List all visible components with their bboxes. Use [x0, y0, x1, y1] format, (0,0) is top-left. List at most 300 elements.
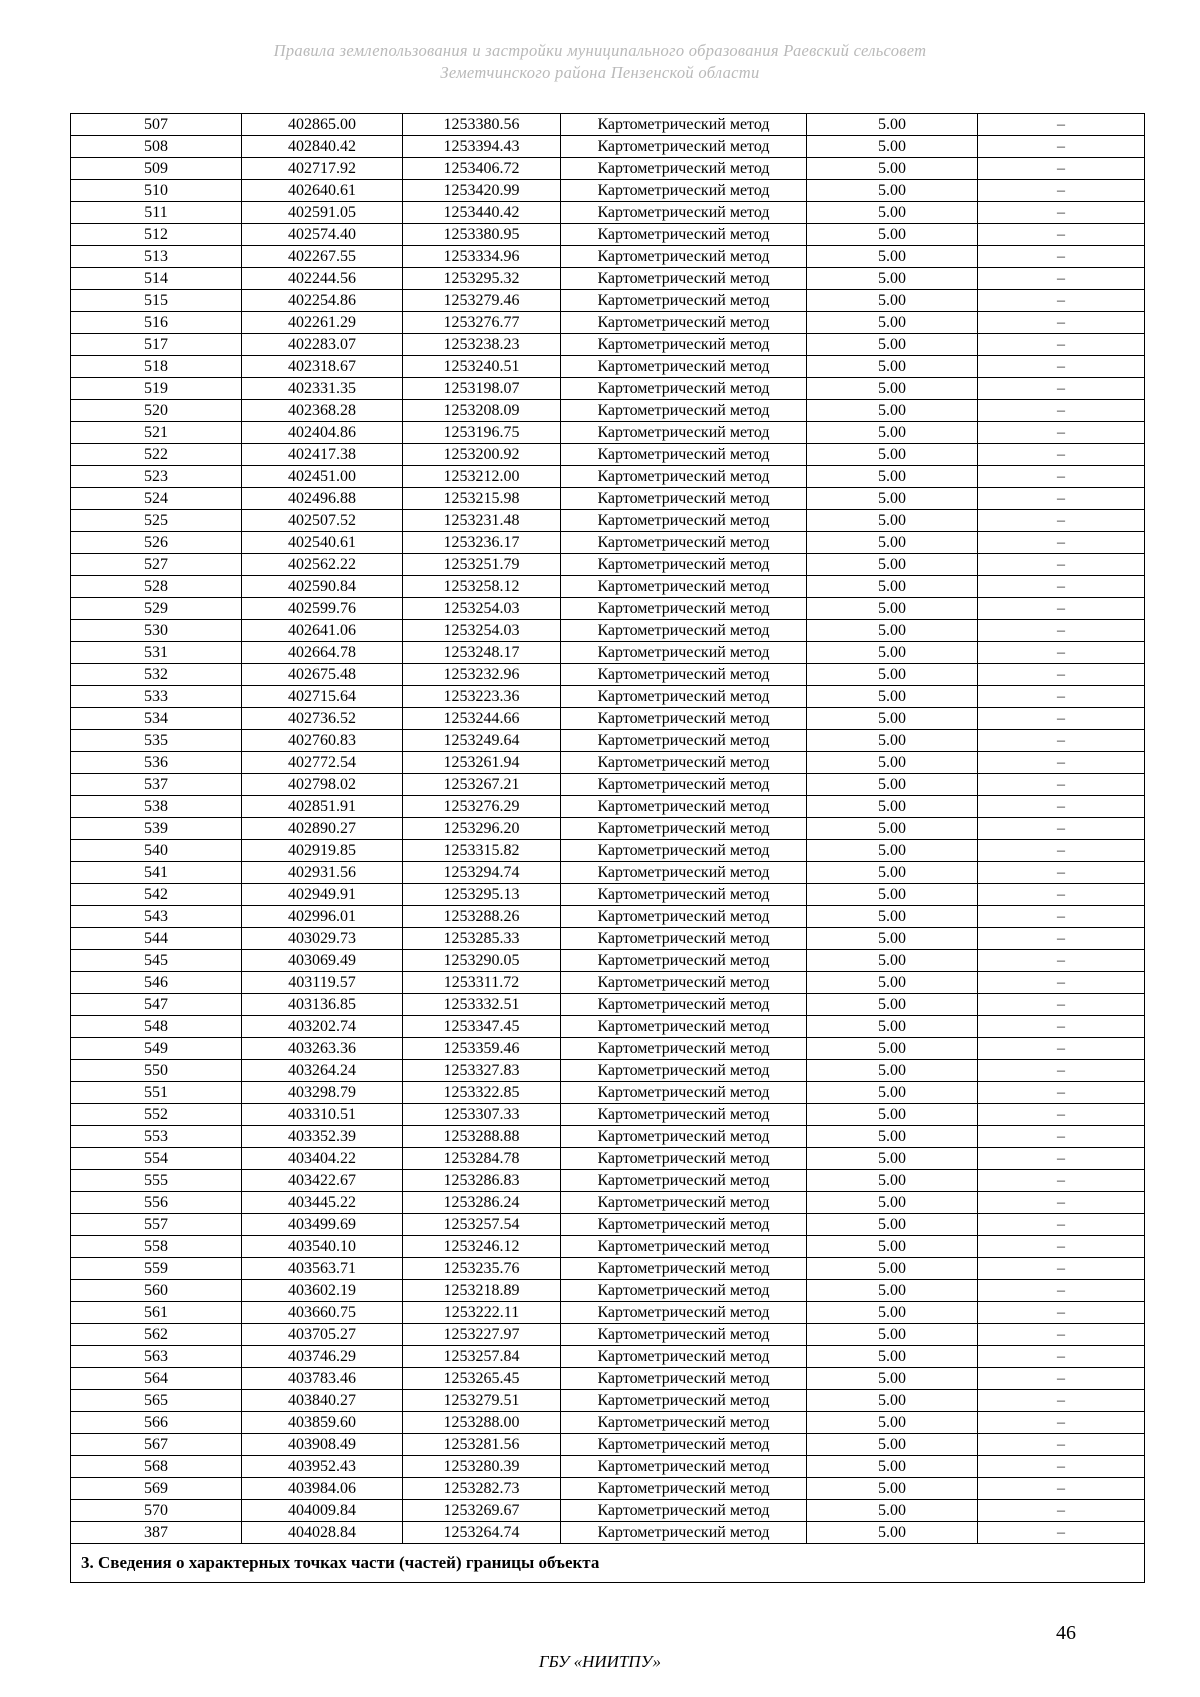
table-row	[71, 356, 1145, 378]
x-coordinate-cell: 402640.61	[242, 180, 403, 202]
y-coordinate-cell: 1253420.99	[403, 180, 561, 202]
description-cell: –	[978, 1104, 1145, 1126]
accuracy-cell: 5.00	[807, 136, 978, 158]
point-number-cell: 513	[71, 246, 242, 268]
table-row	[71, 532, 1145, 554]
y-coordinate-cell: 1253235.76	[403, 1258, 561, 1280]
table-row	[71, 444, 1145, 466]
accuracy-cell: 5.00	[807, 312, 978, 334]
accuracy-cell: 5.00	[807, 664, 978, 686]
table-row	[71, 576, 1145, 598]
point-number-cell: 387	[71, 1522, 242, 1544]
determination-method-cell: Картометрический метод	[561, 664, 807, 686]
x-coordinate-cell: 402507.52	[242, 510, 403, 532]
x-coordinate-cell: 403119.57	[242, 972, 403, 994]
table-row	[71, 1038, 1145, 1060]
table-row	[71, 1434, 1145, 1456]
x-coordinate-cell: 402664.78	[242, 642, 403, 664]
determination-method-cell: Картометрический метод	[561, 1148, 807, 1170]
accuracy-cell: 5.00	[807, 1060, 978, 1082]
point-number-cell: 540	[71, 840, 242, 862]
description-cell: –	[978, 554, 1145, 576]
description-cell: –	[978, 224, 1145, 246]
accuracy-cell: 5.00	[807, 928, 978, 950]
determination-method-cell: Картометрический метод	[561, 1478, 807, 1500]
point-number-cell: 536	[71, 752, 242, 774]
table-row	[71, 224, 1145, 246]
description-cell: –	[978, 862, 1145, 884]
x-coordinate-cell: 403840.27	[242, 1390, 403, 1412]
point-number-cell: 551	[71, 1082, 242, 1104]
point-number-cell: 553	[71, 1126, 242, 1148]
point-number-cell: 569	[71, 1478, 242, 1500]
x-coordinate-cell: 403952.43	[242, 1456, 403, 1478]
accuracy-cell: 5.00	[807, 290, 978, 312]
point-number-cell: 527	[71, 554, 242, 576]
y-coordinate-cell: 1253198.07	[403, 378, 561, 400]
x-coordinate-cell: 404028.84	[242, 1522, 403, 1544]
accuracy-cell: 5.00	[807, 246, 978, 268]
table-row	[71, 1126, 1145, 1148]
table-row	[71, 1060, 1145, 1082]
determination-method-cell: Картометрический метод	[561, 1214, 807, 1236]
x-coordinate-cell: 402840.42	[242, 136, 403, 158]
accuracy-cell: 5.00	[807, 1236, 978, 1258]
y-coordinate-cell: 1253295.32	[403, 268, 561, 290]
point-number-cell: 519	[71, 378, 242, 400]
determination-method-cell: Картометрический метод	[561, 1522, 807, 1544]
determination-method-cell: Картометрический метод	[561, 1346, 807, 1368]
x-coordinate-cell: 403263.36	[242, 1038, 403, 1060]
point-number-cell: 508	[71, 136, 242, 158]
description-cell: –	[978, 158, 1145, 180]
x-coordinate-cell: 402244.56	[242, 268, 403, 290]
determination-method-cell: Картометрический метод	[561, 444, 807, 466]
determination-method-cell: Картометрический метод	[561, 136, 807, 158]
x-coordinate-cell: 403422.67	[242, 1170, 403, 1192]
table-row	[71, 730, 1145, 752]
x-coordinate-cell: 403859.60	[242, 1412, 403, 1434]
y-coordinate-cell: 1253254.03	[403, 620, 561, 642]
table-row	[71, 840, 1145, 862]
description-cell: –	[978, 906, 1145, 928]
description-cell: –	[978, 1214, 1145, 1236]
y-coordinate-cell: 1253315.82	[403, 840, 561, 862]
determination-method-cell: Картометрический метод	[561, 840, 807, 862]
determination-method-cell: Картометрический метод	[561, 1390, 807, 1412]
accuracy-cell: 5.00	[807, 884, 978, 906]
point-number-cell: 522	[71, 444, 242, 466]
y-coordinate-cell: 1253288.00	[403, 1412, 561, 1434]
accuracy-cell: 5.00	[807, 730, 978, 752]
y-coordinate-cell: 1253276.77	[403, 312, 561, 334]
description-cell: –	[978, 268, 1145, 290]
accuracy-cell: 5.00	[807, 1390, 978, 1412]
x-coordinate-cell: 403202.74	[242, 1016, 403, 1038]
table-row	[71, 1280, 1145, 1302]
x-coordinate-cell: 402996.01	[242, 906, 403, 928]
y-coordinate-cell: 1253380.95	[403, 224, 561, 246]
table-row	[71, 620, 1145, 642]
x-coordinate-cell: 402890.27	[242, 818, 403, 840]
y-coordinate-cell: 1253200.92	[403, 444, 561, 466]
header-line-2: Земетчинского района Пензенской области	[440, 63, 760, 82]
point-number-cell: 541	[71, 862, 242, 884]
accuracy-cell: 5.00	[807, 972, 978, 994]
point-number-cell: 547	[71, 994, 242, 1016]
table-row	[71, 312, 1145, 334]
y-coordinate-cell: 1253212.00	[403, 466, 561, 488]
point-number-cell: 565	[71, 1390, 242, 1412]
table-row	[71, 1368, 1145, 1390]
description-cell: –	[978, 1082, 1145, 1104]
accuracy-cell: 5.00	[807, 1368, 978, 1390]
table-row	[71, 994, 1145, 1016]
accuracy-cell: 5.00	[807, 1148, 978, 1170]
table-row	[71, 642, 1145, 664]
point-number-cell: 534	[71, 708, 242, 730]
accuracy-cell: 5.00	[807, 1412, 978, 1434]
accuracy-cell: 5.00	[807, 224, 978, 246]
accuracy-cell: 5.00	[807, 708, 978, 730]
x-coordinate-cell: 403908.49	[242, 1434, 403, 1456]
table-row	[71, 1214, 1145, 1236]
point-number-cell: 535	[71, 730, 242, 752]
x-coordinate-cell: 403660.75	[242, 1302, 403, 1324]
point-number-cell: 559	[71, 1258, 242, 1280]
table-row	[71, 1148, 1145, 1170]
point-number-cell: 532	[71, 664, 242, 686]
point-number-cell: 550	[71, 1060, 242, 1082]
determination-method-cell: Картометрический метод	[561, 752, 807, 774]
determination-method-cell: Картометрический метод	[561, 1016, 807, 1038]
table-row	[71, 928, 1145, 950]
table-row	[71, 818, 1145, 840]
determination-method-cell: Картометрический метод	[561, 378, 807, 400]
point-number-cell: 518	[71, 356, 242, 378]
y-coordinate-cell: 1253248.17	[403, 642, 561, 664]
description-cell: –	[978, 334, 1145, 356]
y-coordinate-cell: 1253276.29	[403, 796, 561, 818]
description-cell: –	[978, 136, 1145, 158]
table-row	[71, 246, 1145, 268]
page-footer: ГБУ «НИИТПУ»	[538, 1652, 662, 1671]
y-coordinate-cell: 1253218.89	[403, 1280, 561, 1302]
point-number-cell: 560	[71, 1280, 242, 1302]
x-coordinate-cell: 402772.54	[242, 752, 403, 774]
description-cell: –	[978, 400, 1145, 422]
x-coordinate-cell: 402715.64	[242, 686, 403, 708]
point-number-cell: 517	[71, 334, 242, 356]
description-cell: –	[978, 1412, 1145, 1434]
table-row	[71, 1500, 1145, 1522]
description-cell: –	[978, 1324, 1145, 1346]
x-coordinate-cell: 403746.29	[242, 1346, 403, 1368]
description-cell: –	[978, 312, 1145, 334]
accuracy-cell: 5.00	[807, 818, 978, 840]
table-row	[71, 1324, 1145, 1346]
running-header	[0, 40, 1200, 84]
x-coordinate-cell: 403352.39	[242, 1126, 403, 1148]
y-coordinate-cell: 1253307.33	[403, 1104, 561, 1126]
y-coordinate-cell: 1253246.12	[403, 1236, 561, 1258]
accuracy-cell: 5.00	[807, 158, 978, 180]
accuracy-cell: 5.00	[807, 1500, 978, 1522]
determination-method-cell: Картометрический метод	[561, 224, 807, 246]
determination-method-cell: Картометрический метод	[561, 334, 807, 356]
header-line-1: Правила землепользования и застройки муниципального образования Раевский сельсовет	[273, 41, 927, 60]
y-coordinate-cell: 1253261.94	[403, 752, 561, 774]
y-coordinate-cell: 1253311.72	[403, 972, 561, 994]
x-coordinate-cell: 402261.29	[242, 312, 403, 334]
x-coordinate-cell: 403602.19	[242, 1280, 403, 1302]
determination-method-cell: Картометрический метод	[561, 554, 807, 576]
y-coordinate-cell: 1253269.67	[403, 1500, 561, 1522]
determination-method-cell: Картометрический метод	[561, 466, 807, 488]
x-coordinate-cell: 403984.06	[242, 1478, 403, 1500]
table-row	[71, 1192, 1145, 1214]
description-cell: –	[978, 708, 1145, 730]
table-row	[71, 950, 1145, 972]
accuracy-cell: 5.00	[807, 1038, 978, 1060]
y-coordinate-cell: 1253290.05	[403, 950, 561, 972]
description-cell: –	[978, 576, 1145, 598]
determination-method-cell: Картометрический метод	[561, 268, 807, 290]
x-coordinate-cell: 403298.79	[242, 1082, 403, 1104]
determination-method-cell: Картометрический метод	[561, 774, 807, 796]
table-row	[71, 554, 1145, 576]
y-coordinate-cell: 1253284.78	[403, 1148, 561, 1170]
y-coordinate-cell: 1253288.26	[403, 906, 561, 928]
determination-method-cell: Картометрический метод	[561, 180, 807, 202]
y-coordinate-cell: 1253327.83	[403, 1060, 561, 1082]
description-cell: –	[978, 664, 1145, 686]
coordinates-table	[70, 113, 1145, 1583]
description-cell: –	[978, 1258, 1145, 1280]
description-cell: –	[978, 1016, 1145, 1038]
point-number-cell: 537	[71, 774, 242, 796]
point-number-cell: 562	[71, 1324, 242, 1346]
table-row	[71, 1456, 1145, 1478]
determination-method-cell: Картометрический метод	[561, 1302, 807, 1324]
accuracy-cell: 5.00	[807, 1302, 978, 1324]
y-coordinate-cell: 1253279.46	[403, 290, 561, 312]
table-row	[71, 664, 1145, 686]
point-number-cell: 543	[71, 906, 242, 928]
table-row	[71, 708, 1145, 730]
accuracy-cell: 5.00	[807, 1522, 978, 1544]
determination-method-cell: Картометрический метод	[561, 1038, 807, 1060]
y-coordinate-cell: 1253231.48	[403, 510, 561, 532]
description-cell: –	[978, 202, 1145, 224]
accuracy-cell: 5.00	[807, 268, 978, 290]
point-number-cell: 555	[71, 1170, 242, 1192]
x-coordinate-cell: 402267.55	[242, 246, 403, 268]
description-cell: –	[978, 1346, 1145, 1368]
description-cell: –	[978, 1434, 1145, 1456]
point-number-cell: 529	[71, 598, 242, 620]
determination-method-cell: Картометрический метод	[561, 246, 807, 268]
determination-method-cell: Картометрический метод	[561, 928, 807, 950]
x-coordinate-cell: 402496.88	[242, 488, 403, 510]
x-coordinate-cell: 402417.38	[242, 444, 403, 466]
table-row	[71, 1016, 1145, 1038]
y-coordinate-cell: 1253334.96	[403, 246, 561, 268]
accuracy-cell: 5.00	[807, 642, 978, 664]
determination-method-cell: Картометрический метод	[561, 796, 807, 818]
description-cell: –	[978, 1060, 1145, 1082]
section-heading-row	[71, 1544, 1145, 1583]
determination-method-cell: Картометрический метод	[561, 576, 807, 598]
table-row	[71, 488, 1145, 510]
x-coordinate-cell: 402404.86	[242, 422, 403, 444]
y-coordinate-cell: 1253227.97	[403, 1324, 561, 1346]
y-coordinate-cell: 1253347.45	[403, 1016, 561, 1038]
x-coordinate-cell: 403499.69	[242, 1214, 403, 1236]
x-coordinate-cell: 403069.49	[242, 950, 403, 972]
x-coordinate-cell: 403136.85	[242, 994, 403, 1016]
x-coordinate-cell: 402736.52	[242, 708, 403, 730]
y-coordinate-cell: 1253215.98	[403, 488, 561, 510]
determination-method-cell: Картометрический метод	[561, 686, 807, 708]
determination-method-cell: Картометрический метод	[561, 1192, 807, 1214]
accuracy-cell: 5.00	[807, 1456, 978, 1478]
description-cell: –	[978, 356, 1145, 378]
x-coordinate-cell: 402919.85	[242, 840, 403, 862]
determination-method-cell: Картометрический метод	[561, 158, 807, 180]
determination-method-cell: Картометрический метод	[561, 488, 807, 510]
point-number-cell: 552	[71, 1104, 242, 1126]
accuracy-cell: 5.00	[807, 1434, 978, 1456]
point-number-cell: 514	[71, 268, 242, 290]
section-heading: 3. Сведения о характерных точках части (частей) границы объекта	[71, 1544, 1145, 1583]
description-cell: –	[978, 774, 1145, 796]
table-row	[71, 510, 1145, 532]
point-number-cell: 521	[71, 422, 242, 444]
description-cell: –	[978, 1478, 1145, 1500]
x-coordinate-cell: 402318.67	[242, 356, 403, 378]
table-row	[71, 796, 1145, 818]
point-number-cell: 564	[71, 1368, 242, 1390]
determination-method-cell: Картометрический метод	[561, 994, 807, 1016]
description-cell: –	[978, 928, 1145, 950]
accuracy-cell: 5.00	[807, 554, 978, 576]
point-number-cell: 526	[71, 532, 242, 554]
determination-method-cell: Картометрический метод	[561, 884, 807, 906]
table-row	[71, 378, 1145, 400]
determination-method-cell: Картометрический метод	[561, 1368, 807, 1390]
point-number-cell: 539	[71, 818, 242, 840]
x-coordinate-cell: 402451.00	[242, 466, 403, 488]
determination-method-cell: Картометрический метод	[561, 1258, 807, 1280]
determination-method-cell: Картометрический метод	[561, 1236, 807, 1258]
description-cell: –	[978, 488, 1145, 510]
accuracy-cell: 5.00	[807, 620, 978, 642]
point-number-cell: 530	[71, 620, 242, 642]
table-row	[71, 1258, 1145, 1280]
table-row	[71, 1082, 1145, 1104]
accuracy-cell: 5.00	[807, 1258, 978, 1280]
accuracy-cell: 5.00	[807, 1280, 978, 1302]
x-coordinate-cell: 402641.06	[242, 620, 403, 642]
description-cell: –	[978, 1522, 1145, 1544]
y-coordinate-cell: 1253294.74	[403, 862, 561, 884]
accuracy-cell: 5.00	[807, 334, 978, 356]
x-coordinate-cell: 402254.86	[242, 290, 403, 312]
table-row	[71, 334, 1145, 356]
description-cell: –	[978, 730, 1145, 752]
determination-method-cell: Картометрический метод	[561, 1500, 807, 1522]
table-row	[71, 1302, 1145, 1324]
accuracy-cell: 5.00	[807, 774, 978, 796]
description-cell: –	[978, 1368, 1145, 1390]
accuracy-cell: 5.00	[807, 1016, 978, 1038]
description-cell: –	[978, 1126, 1145, 1148]
x-coordinate-cell: 402591.05	[242, 202, 403, 224]
description-cell: –	[978, 1456, 1145, 1478]
x-coordinate-cell: 403264.24	[242, 1060, 403, 1082]
accuracy-cell: 5.00	[807, 1082, 978, 1104]
determination-method-cell: Картометрический метод	[561, 1280, 807, 1302]
y-coordinate-cell: 1253406.72	[403, 158, 561, 180]
y-coordinate-cell: 1253238.23	[403, 334, 561, 356]
determination-method-cell: Картометрический метод	[561, 1434, 807, 1456]
y-coordinate-cell: 1253281.56	[403, 1434, 561, 1456]
table-row	[71, 1346, 1145, 1368]
description-cell: –	[978, 642, 1145, 664]
y-coordinate-cell: 1253257.54	[403, 1214, 561, 1236]
x-coordinate-cell: 402590.84	[242, 576, 403, 598]
x-coordinate-cell: 402851.91	[242, 796, 403, 818]
y-coordinate-cell: 1253222.11	[403, 1302, 561, 1324]
table-row	[71, 1104, 1145, 1126]
y-coordinate-cell: 1253267.21	[403, 774, 561, 796]
accuracy-cell: 5.00	[807, 488, 978, 510]
accuracy-cell: 5.00	[807, 840, 978, 862]
accuracy-cell: 5.00	[807, 356, 978, 378]
determination-method-cell: Картометрический метод	[561, 620, 807, 642]
description-cell: –	[978, 818, 1145, 840]
x-coordinate-cell: 403563.71	[242, 1258, 403, 1280]
accuracy-cell: 5.00	[807, 994, 978, 1016]
description-cell: –	[978, 972, 1145, 994]
accuracy-cell: 5.00	[807, 378, 978, 400]
point-number-cell: 538	[71, 796, 242, 818]
description-cell: –	[978, 752, 1145, 774]
point-number-cell: 533	[71, 686, 242, 708]
determination-method-cell: Картометрический метод	[561, 1456, 807, 1478]
y-coordinate-cell: 1253279.51	[403, 1390, 561, 1412]
description-cell: –	[978, 1236, 1145, 1258]
point-number-cell: 558	[71, 1236, 242, 1258]
x-coordinate-cell: 404009.84	[242, 1500, 403, 1522]
point-number-cell: 556	[71, 1192, 242, 1214]
determination-method-cell: Картометрический метод	[561, 642, 807, 664]
table-row	[71, 884, 1145, 906]
description-cell: –	[978, 950, 1145, 972]
table-row	[71, 202, 1145, 224]
accuracy-cell: 5.00	[807, 1104, 978, 1126]
determination-method-cell: Картометрический метод	[561, 202, 807, 224]
point-number-cell: 515	[71, 290, 242, 312]
accuracy-cell: 5.00	[807, 444, 978, 466]
description-cell: –	[978, 1038, 1145, 1060]
y-coordinate-cell: 1253296.20	[403, 818, 561, 840]
table-row	[71, 290, 1145, 312]
point-number-cell: 520	[71, 400, 242, 422]
determination-method-cell: Картометрический метод	[561, 1170, 807, 1192]
description-cell: –	[978, 378, 1145, 400]
